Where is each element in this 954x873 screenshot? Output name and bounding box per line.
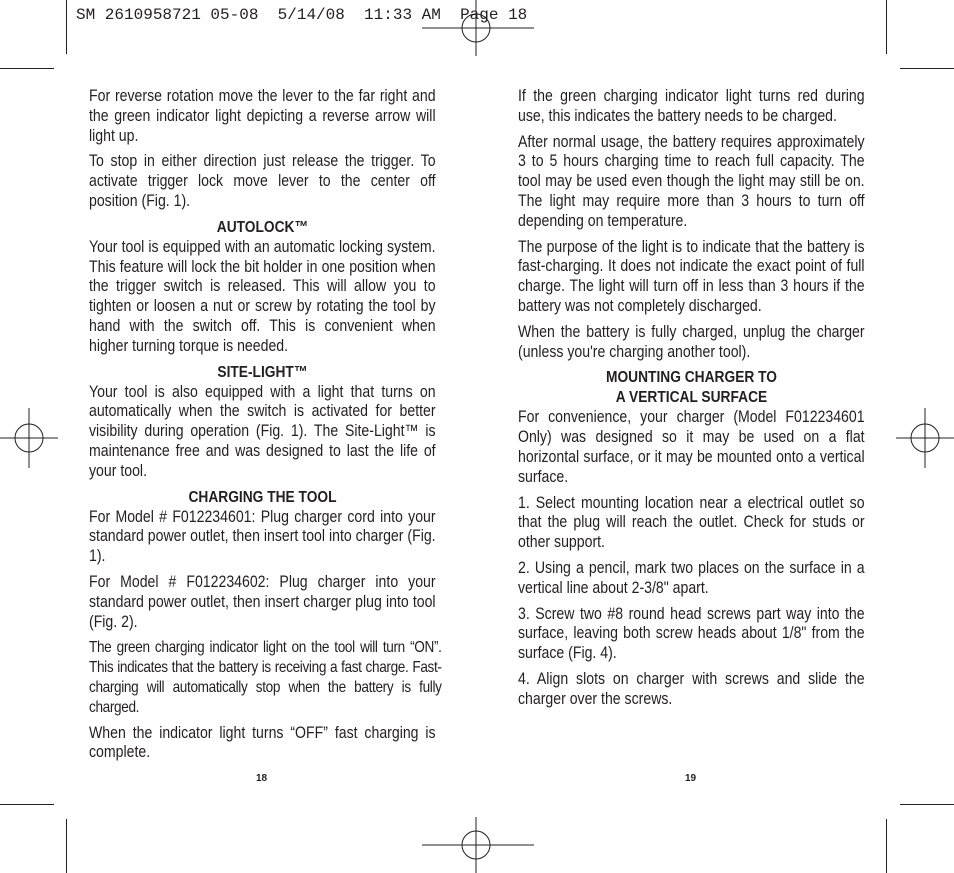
red-light-paragraph: If the green charging indicator light turns red during use, this indicates the battery needs to be charged.	[518, 87, 865, 125]
light-purpose-paragraph: The purpose of the light is to indicate that the battery is fast-charging. It does not indicate the exact point of full charge. The light will turn off in less than 3 hours if the battery was not completely discharged.	[518, 237, 865, 315]
autolock-heading: AUTOLOCK™	[216, 218, 309, 236]
charging-model-601-paragraph: For Model # F012234601: Plug charger cord into your standard power outlet, then insert tool into charger (Fig. 1).	[89, 507, 436, 566]
crop-mark-top-left-v	[66, 0, 67, 54]
autolock-paragraph: Your tool is equipped with an automatic locking system. This feature will lock the bit holder in one position when the trigger switch is released. This will allow you to tighten or loosen a nut or screw by rotating the tool by hand with the switch off. This is convenient when higher turning torque is needed.	[89, 237, 436, 355]
charging-heading: CHARGING THE TOOL	[188, 488, 337, 506]
unplug-charger-paragraph: When the battery is fully charged, unplug the charger (unless you're charging another tool).	[518, 322, 865, 361]
page-number-right: 19	[685, 773, 697, 784]
mounting-heading-line-1: MOUNTING CHARGER TO	[606, 369, 777, 387]
charging-model-602-paragraph: For Model # F012234602: Plug charger into your standard power outlet, then insert charger plug into tool (Fig. 2).	[89, 572, 436, 631]
site-light-paragraph: Your tool is also equipped with a light that turns on automatically when the switch is activated for better visibility during operation (Fig. 1). The Site-Light™ is maintenance free and was designed to last the life of your tool.	[89, 382, 436, 480]
crop-mark-bottom-right-h	[900, 804, 954, 805]
crop-mark-bottom-left-v	[66, 819, 67, 873]
crop-mark-top-left-h	[0, 68, 54, 69]
charging-indicator-paragraph: The green charging indicator light on the tool will turn “ON”. This indicates that the battery is receiving a fast charge. Fast-charging will automatically stop when the battery is fully charged.	[89, 639, 442, 716]
crop-mark-bottom-left-h	[0, 804, 54, 805]
charging-complete-paragraph: When the indicator light turns “OFF” fast charging is complete.	[89, 723, 436, 762]
mounting-intro-paragraph: For convenience, your charger (Model F012234601 Only) was designed so it may be used on a flat horizontal surface, or it may be mounted onto a vertical surface.	[518, 408, 865, 486]
reverse-rotation-paragraph: For reverse rotation move the lever to the far right and the green indicator light depicting a reverse arrow will light up.	[89, 87, 436, 145]
registration-mark-bottom	[422, 817, 534, 873]
print-slug-line: SM 2610958721 05-08 5/14/08 11:33 AM Page 18	[76, 6, 528, 24]
mounting-step-3: 3. Screw two #8 round head screws part way into the surface, leaving both screw heads about 1/8" from the surface (Fig. 4).	[518, 604, 865, 663]
mounting-step-2: 2. Using a pencil, mark two places on the surface in a vertical line about 2-3/8" apart.	[518, 558, 865, 597]
crop-mark-top-right-h	[900, 68, 954, 69]
registration-mark-left	[0, 408, 58, 468]
mounting-step-1: 1. Select mounting location near a electrical outlet so that the plug will reach the outlet. Check for studs or other support.	[518, 493, 865, 552]
page-number-left: 18	[256, 773, 268, 784]
crop-mark-bottom-right-v	[886, 819, 887, 873]
mounting-heading-line-2: A VERTICAL SURFACE	[615, 389, 768, 407]
crop-mark-top-right-v	[886, 0, 887, 54]
charging-time-paragraph: After normal usage, the battery requires approximately 3 to 5 hours charging time to reach full capacity. The tool may be used even though the light may still be on. The light may require more than 3 hours to turn off depending on temperature.	[518, 132, 865, 230]
site-light-heading: SITE-LIGHT™	[217, 363, 308, 381]
left-page-column	[89, 87, 442, 769]
right-page-column	[518, 87, 865, 716]
registration-mark-right	[896, 408, 954, 468]
mounting-step-4: 4. Align slots on charger with screws and slide the charger over the screws.	[518, 669, 865, 708]
stop-trigger-paragraph: To stop in either direction just release the trigger. To activate trigger lock move lever to the center off position (Fig. 1).	[89, 152, 436, 210]
